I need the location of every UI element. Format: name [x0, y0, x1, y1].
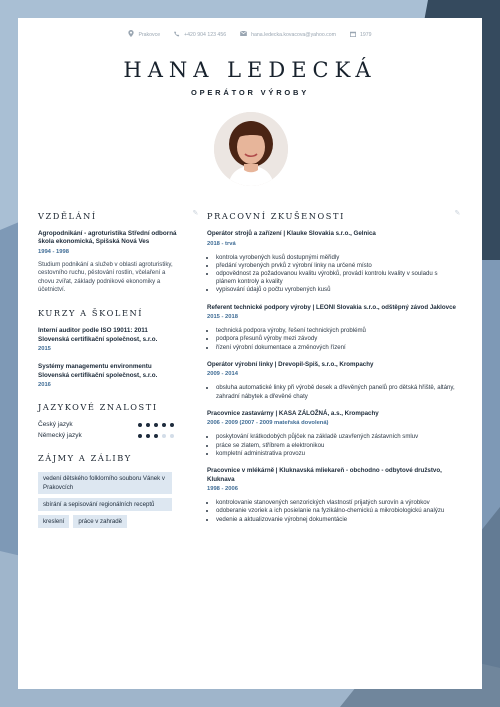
job-bullet: • kontrolovanie stanovených senzorických vlastností prijatých surovín a výrobkov	[216, 499, 457, 507]
course-item	[38, 363, 178, 388]
course-item	[38, 327, 178, 352]
contact-address	[128, 30, 160, 39]
hobbies-section	[38, 453, 178, 528]
language-row	[38, 432, 178, 439]
level-dot-filled	[138, 423, 142, 427]
job-title: Referent technické podpory výroby | LEONI Slovakia s.r.o., odštěpný závod Jaklovce	[207, 303, 456, 311]
job-title: Pracovnice zastavárny | KASA ZÁLOŽNÁ, a.s., Krompachy	[207, 409, 379, 417]
language-name: Český jazyk	[38, 421, 73, 429]
job-date: 2015 - 2018	[207, 314, 238, 321]
job-bullets	[207, 327, 457, 352]
job-bullet: • vedenie a aktualizovanie výrobnej dokumentácie	[216, 516, 457, 524]
job-title: Operátor strojů a zařízení | Klauke Slovakia s.r.o., Gelnica	[207, 230, 376, 237]
location-pin-icon	[128, 30, 134, 39]
job-bullets	[207, 384, 457, 400]
experience-heading: PRACOVNÍ ZKUŠENOSTI ✎	[207, 209, 462, 221]
level-dot-empty	[162, 434, 166, 438]
hobbies-heading: ZÁJMY A ZÁLIBY	[38, 453, 132, 464]
language-level-dots	[138, 423, 174, 427]
hobby-tag: práce v zahradě	[73, 515, 127, 528]
hobby-tag: vedení dětského folklorního souboru Vánek v Prakovcích	[38, 472, 172, 494]
contact-bar	[18, 30, 482, 39]
education-section	[38, 209, 200, 294]
level-dot-filled	[154, 423, 158, 427]
contact-phone[interactable]	[174, 30, 226, 39]
job-bullet: • poskytování krátkodobých půjček na základě uzavřených zástavních smluv	[216, 433, 457, 441]
level-dot-filled	[146, 434, 150, 438]
job-date: 2009 - 2014	[207, 371, 238, 378]
job-item	[207, 410, 457, 458]
edit-pencil-icon[interactable]: ✎	[192, 209, 200, 217]
person-name: HANA LEDECKÁ	[123, 58, 377, 82]
job-bullet: • technická podpora výroby, řešení technických problémů	[216, 327, 457, 335]
job-bullet: • práce se zlatem, stříbrem a elektronikou	[216, 442, 457, 450]
education-item-text: Studium podnikání a služeb v oblasti agroturistiky, cestovního ruchu, pěstování rostlin, včelaření a chovu zvířat, základy podnikové ekonomiky a účetnictví.	[38, 260, 173, 294]
level-dot-empty	[170, 434, 174, 438]
course-item-title: Interní auditor podle ISO 19011: 2011 Slovenská certifikační společnost, s.r.o.	[38, 327, 158, 343]
edit-pencil-icon[interactable]: ✎	[454, 209, 462, 217]
hobby-tag: kreslení	[38, 515, 69, 528]
cv-page	[18, 18, 482, 689]
courses-heading: KURZY A ŠKOLENÍ	[38, 308, 144, 319]
person-role: OPERÁTOR VÝROBY	[190, 88, 310, 97]
job-bullets	[207, 499, 457, 524]
contact-phone-text: +420 904 123 456	[184, 31, 227, 38]
job-item	[207, 467, 457, 524]
job-bullet: • vypisování údajů o počtu vyrobených kusů	[216, 286, 457, 294]
job-title: Pracovnice v mlékárně | Kluknavská mliekareň - obchodno - odbytové družstvo, Kluknava	[207, 467, 442, 483]
job-date: 1998 - 2006	[207, 486, 238, 493]
contact-email[interactable]	[240, 30, 336, 39]
right-column	[207, 209, 462, 533]
phone-icon	[174, 31, 180, 39]
level-dot-filled	[170, 423, 174, 427]
contact-birth	[350, 30, 372, 39]
course-item-date: 2015	[38, 346, 51, 353]
job-bullet: • kontrola vyrobených kusů dostupnými měřidly	[216, 254, 457, 262]
envelope-icon	[240, 31, 247, 38]
education-heading: VZDĚLÁNÍ ✎	[38, 209, 200, 221]
level-dot-filled	[162, 423, 166, 427]
job-bullets	[207, 433, 457, 458]
languages-heading: JAZYKOVÉ ZNALOSTI	[38, 402, 158, 413]
job-item	[207, 361, 457, 401]
job-bullet: • odoberanie vzoriek a ich posielanie na fyzikálno-chemickú a mikrobiologickú analýzu	[216, 507, 457, 515]
job-item	[207, 230, 457, 295]
job-date: 2006 - 2009 (2007 - 2009 mateřská dovolená)	[207, 420, 329, 427]
level-dot-filled	[146, 423, 150, 427]
left-column	[38, 209, 200, 528]
job-item	[207, 304, 457, 352]
contact-birth-text: 1979	[359, 31, 372, 38]
job-bullet: • kompletní administrativa provozu	[216, 450, 457, 458]
contact-email-text: hana.ledecka.kovacova@yahoo.com	[251, 31, 336, 38]
level-dot-filled	[138, 434, 142, 438]
job-title: Operátor výrobní linky | Drevopil-Spiš, s.r.o., Krompachy	[207, 360, 374, 368]
job-bullet: • odpovědnost za požadovanou kvalitu výrobků, provádí kontrolu kvality v souladu s plánem kontroly a kvality	[216, 270, 457, 286]
job-bullets	[207, 254, 457, 295]
calendar-icon	[350, 31, 356, 39]
course-item-title: Systémy managementu environmentu Slovenská certifikační společnost, s.r.o.	[38, 363, 158, 379]
job-bullet: • předání vyrobených prvků z výrobní linky na určené místo	[216, 262, 457, 270]
level-dot-filled	[154, 434, 158, 438]
profile-photo	[214, 112, 288, 186]
language-row	[38, 421, 178, 428]
hobbies-tags	[38, 472, 178, 528]
education-item-title: Agropodnikání - agroturistika Střední odborná škola ekonomická, Spišská Nová Ves	[38, 230, 177, 246]
job-bullet: • podpora přesunů výroby mezi závody	[216, 335, 457, 343]
courses-section	[38, 308, 178, 388]
language-level-dots	[138, 434, 174, 438]
job-date: 2018 - trvá	[207, 240, 236, 247]
languages-section	[38, 402, 178, 439]
job-bullet: • obsluha automatické linky při výrobě desek a dřevěných panelů pro dětská hřiště, altány, zahradní nábytek a dřevěné chaty	[216, 384, 457, 400]
job-bullet: • řízení výrobní dokumentace a změnových řízení	[216, 344, 457, 352]
course-item-date: 2016	[38, 382, 51, 389]
education-item-date: 1994 - 1998	[38, 248, 69, 255]
language-name: Německý jazyk	[38, 432, 82, 440]
contact-address-text: Prakovce	[138, 31, 161, 38]
hobby-tag: sbírání a sepisování regionálních receptů	[38, 498, 172, 511]
education-item	[38, 230, 178, 294]
